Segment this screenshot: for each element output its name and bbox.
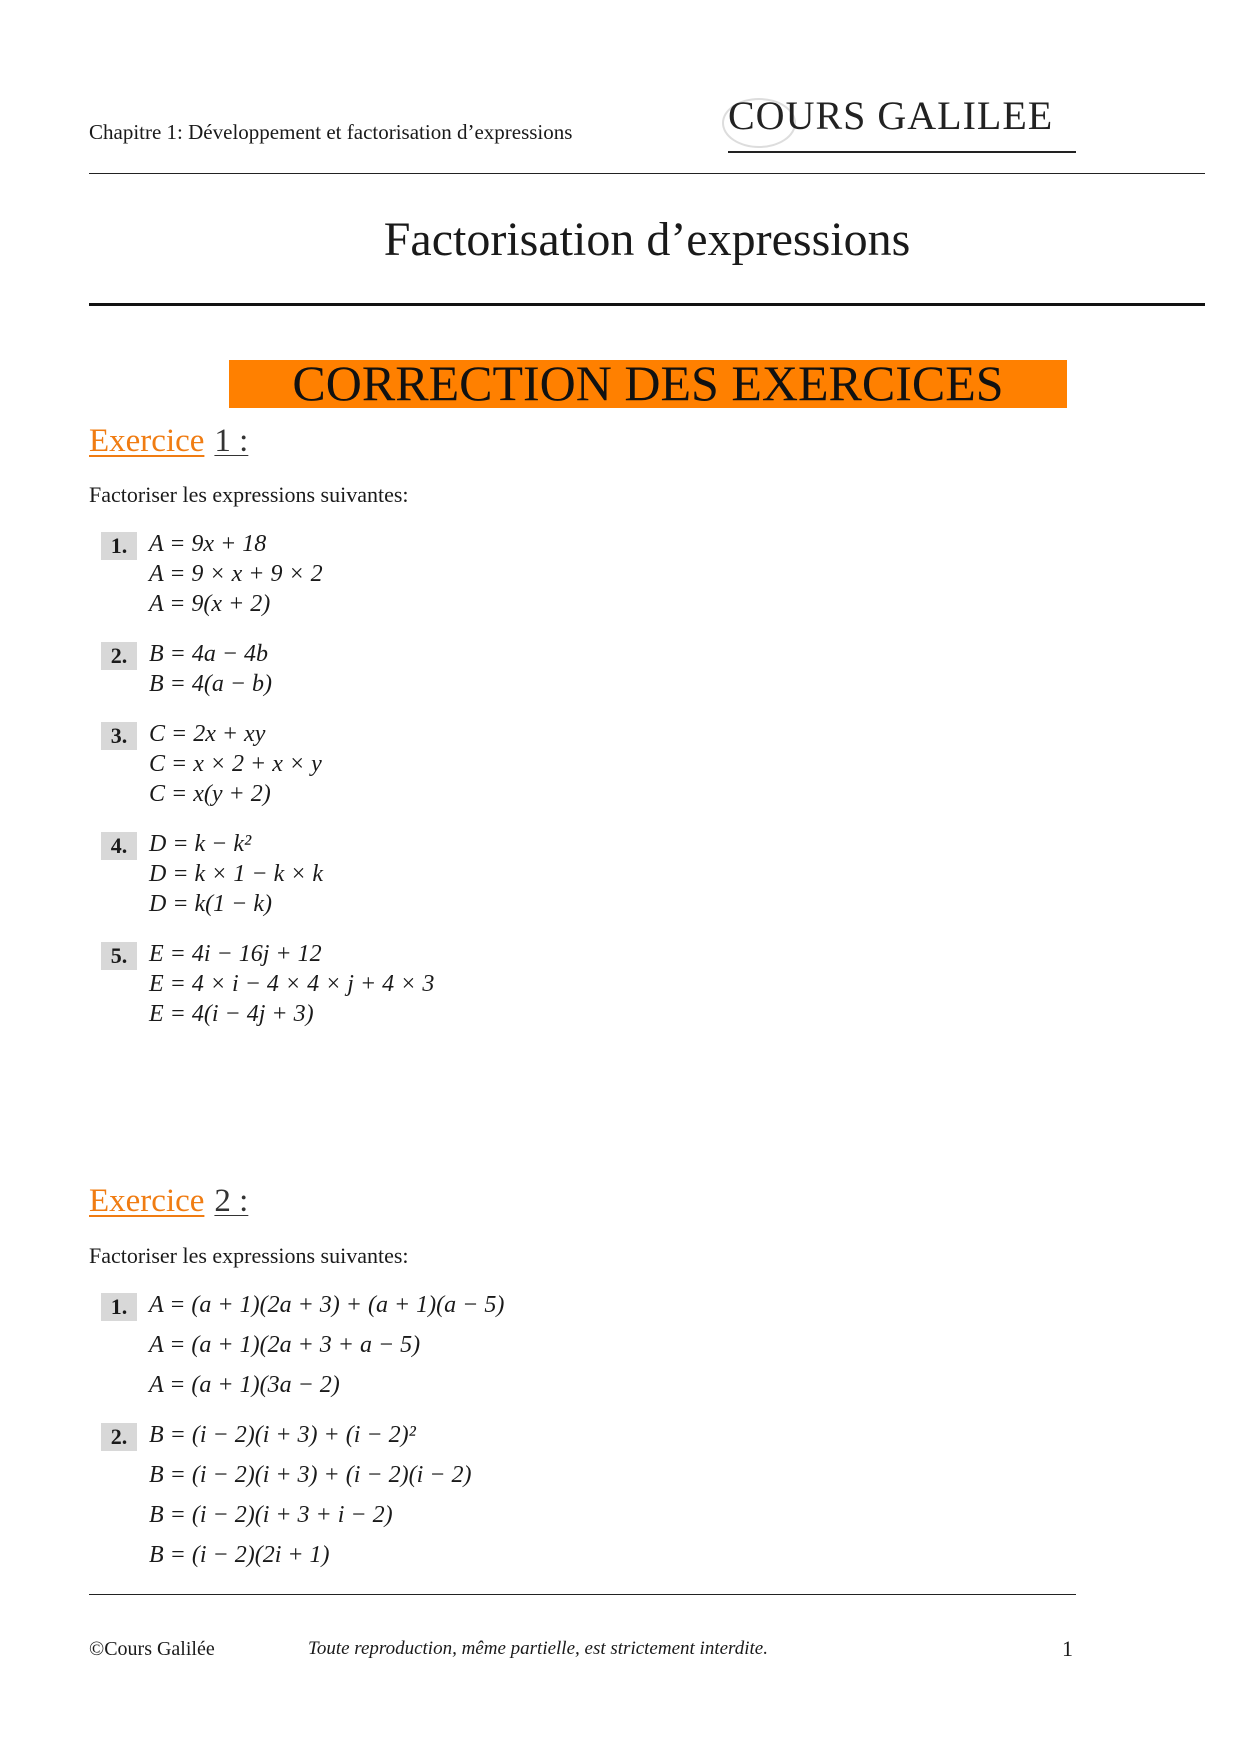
- header-divider: [89, 173, 1205, 174]
- footer-notice: Toute reproduction, même partielle, est strictement interdite.: [308, 1638, 768, 1659]
- math-line: B = (i − 2)(i + 3) + (i − 2)(i − 2): [149, 1462, 472, 1488]
- math-line: B = (i − 2)(i + 3) + (i − 2)²: [149, 1422, 416, 1448]
- math-line: B = 4(a − b): [149, 671, 273, 697]
- item-badge: 1.: [101, 1293, 137, 1321]
- chapter-header: Chapitre 1: Développement et factorisation d’expressions: [89, 120, 573, 144]
- page-number: 1: [1062, 1636, 1073, 1661]
- math-line: A = 9(x + 2): [149, 591, 271, 617]
- item-badge: 4.: [101, 832, 137, 860]
- exercise-2-heading: [89, 1183, 248, 1220]
- math-line: C = x(y + 2): [149, 781, 271, 807]
- item-badge: 1.: [101, 532, 137, 560]
- math-line: B = 4a − 4b: [149, 641, 269, 667]
- math-line: A = 9 × x + 9 × 2: [149, 561, 323, 587]
- title-divider: [89, 303, 1205, 306]
- math-line: C = 2x + xy: [149, 721, 266, 747]
- exercise-word: Exercice: [89, 423, 205, 459]
- exercise-number: 1 :: [214, 423, 249, 459]
- math-line: A = (a + 1)(2a + 3 + a − 5): [149, 1332, 421, 1358]
- math-line: D = k − k²: [149, 831, 252, 857]
- math-line: A = 9x + 18: [149, 531, 267, 557]
- exercise-number: 2 :: [214, 1183, 249, 1219]
- math-line: B = (i − 2)(2i + 1): [149, 1542, 330, 1568]
- item-badge: 2.: [101, 642, 137, 670]
- math-line: A = (a + 1)(2a + 3) + (a + 1)(a − 5): [149, 1292, 505, 1318]
- math-line: E = 4 × i − 4 × 4 × j + 4 × 3: [149, 971, 435, 997]
- math-line: D = k × 1 − k × k: [149, 861, 324, 887]
- footer-divider: [89, 1594, 1076, 1595]
- item-badge: 2.: [101, 1423, 137, 1451]
- item-badge: 5.: [101, 942, 137, 970]
- exercise-word: Exercice: [89, 1183, 205, 1219]
- exercise-1-instruction: Factoriser les expressions suivantes:: [89, 482, 409, 507]
- logo-underline: [728, 151, 1076, 153]
- math-line: C = x × 2 + x × y: [149, 751, 322, 777]
- exercise-1-heading: [89, 423, 248, 460]
- logo: COURS GALILEE: [728, 93, 1054, 138]
- math-line: E = 4i − 16j + 12: [149, 941, 322, 967]
- math-line: D = k(1 − k): [149, 891, 273, 917]
- math-line: B = (i − 2)(i + 3 + i − 2): [149, 1502, 393, 1528]
- math-line: A = (a + 1)(3a − 2): [149, 1372, 340, 1398]
- footer-copyright: ©Cours Galilée: [89, 1638, 215, 1660]
- exercise-2-instruction: Factoriser les expressions suivantes:: [89, 1243, 409, 1268]
- correction-banner: CORRECTION DES EXERCICES: [292, 355, 1004, 411]
- page-title: Factorisation d’expressions: [383, 213, 911, 266]
- math-line: E = 4(i − 4j + 3): [149, 1001, 314, 1027]
- item-badge: 3.: [101, 722, 137, 750]
